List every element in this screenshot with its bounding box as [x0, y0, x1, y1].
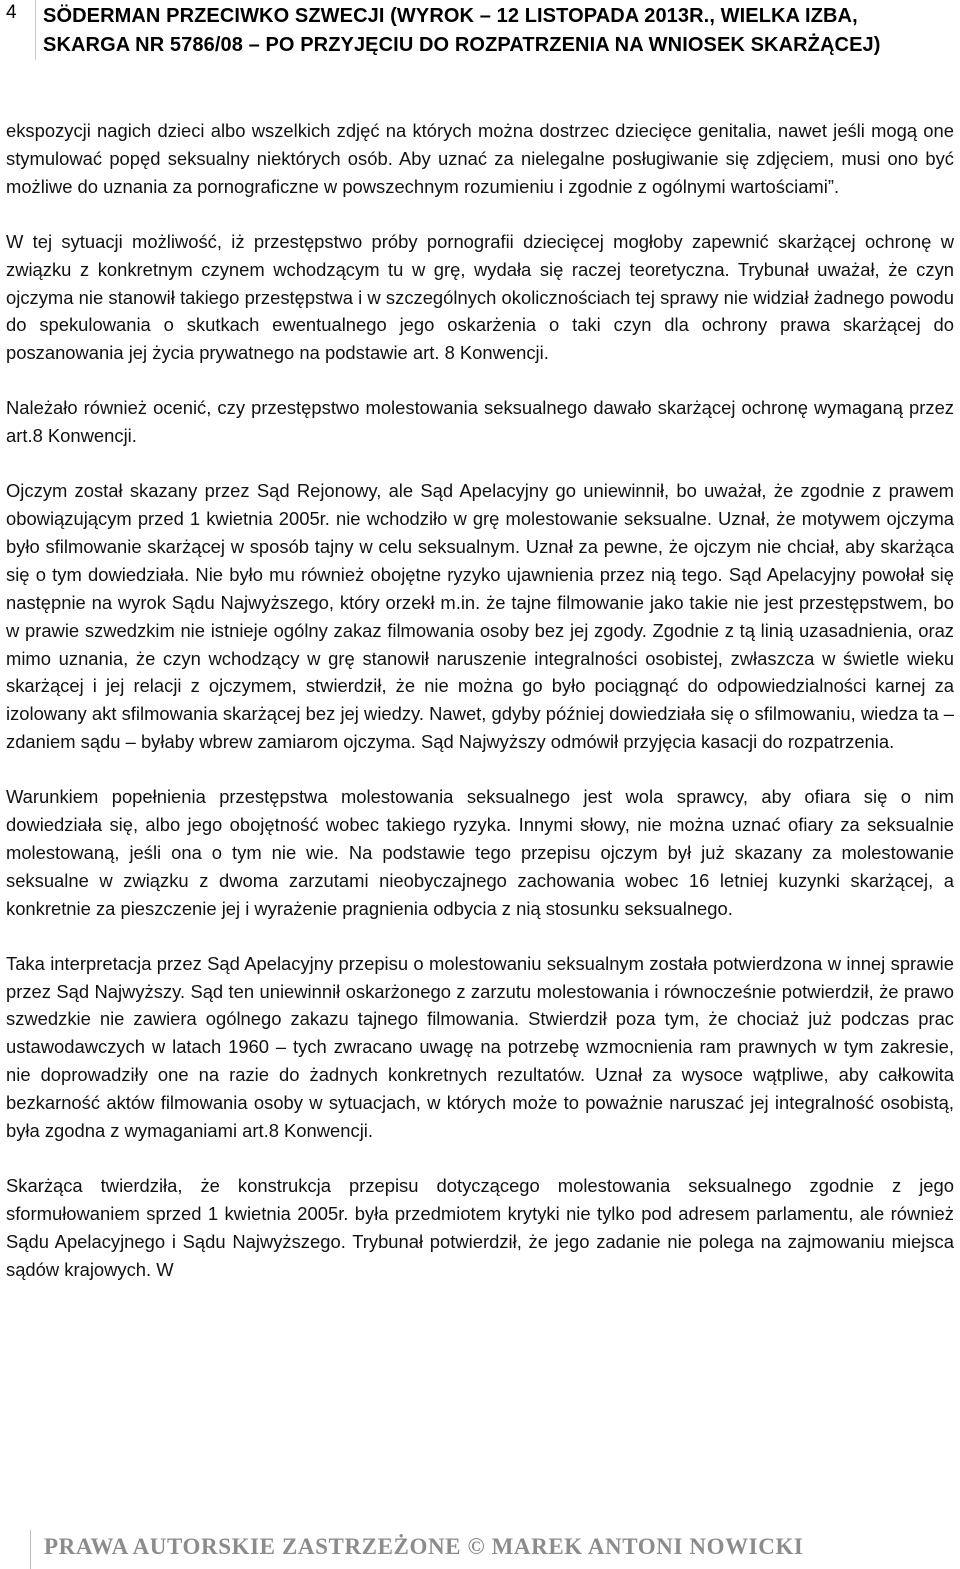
copyright-notice: PRAWA AUTORSKIE ZASTRZEŻONE © MAREK ANTONI NOWICKI: [44, 1534, 804, 1559]
document-body: [6, 117, 954, 1311]
page-footer: [0, 1530, 960, 1569]
running-title: SÖDERMAN PRZECIWKO SZWECJI (WYROK – 12 LISTOPADA 2013R., WIELKA IZBA, SKARGA NR 5786/08 – PO PRZYJĘCIU DO ROZPATRZENIA NA WNIOSEK SKARŻĄCEJ): [43, 5, 881, 56]
page-number: 4: [6, 2, 17, 23]
footer-divider: [30, 1530, 31, 1569]
paragraph: ekspozycji nagich dzieci albo wszelkich zdjęć na których można dostrzec dziecięce genitalia, nawet jeśli mogą one stymulować popęd seksualny niektórych osób. Aby uznać za nielegalne posługiwanie się zdjęciem, musi ono być możliwe do uznania za pornograficzne w powszechnym rozumieniu i zgodnie z ogólnymi wartościami”.: [6, 120, 954, 197]
paragraph: Warunkiem popełnienia przestępstwa molestowania seksualnego jest wola sprawcy, aby ofiara się o nim dowiedziała się, albo jego obojętność wobec takiego ryzyka. Innymi słowy, nie można uznać ofiary za seksualnie molestowaną, jeśli ona o tym nie wie. Na podstawie tego przepisu ojczym był już skazany za molestowanie seksualne w związku z dwoma zarzutami nieobyczajnego zachowania wobec 16 letniej kuzynki skarżącej, a konkretnie za pieszczenie jej i wyrażenie pragnienia odbycia z nią stosunku seksualnego.: [6, 786, 954, 919]
paragraph: Należało również ocenić, czy przestępstwo molestowania seksualnego dawało skarżącej ochronę wymaganą przez art.8 Konwencji.: [6, 397, 954, 447]
paragraph: Ojczym został skazany przez Sąd Rejonowy, ale Sąd Apelacyjny go uniewinnił, bo uważał, że zgodnie z prawem obowiązującym przed 1 kwietnia 2005r. nie wchodziło w grę molestowanie seksualne. Uznał, że motywem ojczyma było sfilmowanie skarżącej w sposób tajny w celu seksualnym. Uznał za pewne, że ojczym nie chciał, aby skarżąca się o tym dowiedziała. Nie było mu również obojętne ryzyko ujawnienia przez nią tego. Sąd Apelacyjny powołał się następnie na wyrok Sądu Najwyższego, który orzekł m.in. że tajne filmowanie jako takie nie jest przestępstwem, bo w prawie szwedzkim nie istnieje ogólny zakaz filmowania osoby bez jej zgody. Zgodnie z tą linią uzasadnienia, oraz mimo uznania, że czyn wchodzący w grę stanowił naruszenie integralności osobistej, zwłaszcza w świetle wieku skarżącej i jej relacji z ojczymem, stwierdził, że nie można go było pociągnąć do odpowiedzialności karnej za izolowany akt sfilmowania skarżącej bez jej wiedzy. Nawet, gdyby później dowiedziała się o sfilmowaniu, wiedza ta – zdaniem sądu – byłaby wbrew zamiarom ojczyma. Sąd Najwyższy odmówił przyjęcia kasacji do rozpatrzenia.: [6, 480, 954, 753]
paragraph: W tej sytuacji możliwość, iż przestępstwo próby pornografii dziecięcej mogłoby zapewnić skarżącej ochronę w związku z konkretnym czynem wchodzącym tu w grę, wydała się raczej teoretyczna. Trybunał uważał, że czyn ojczyma nie stanowił takiego przestępstwa i w szczególnych okolicznościach tej sprawy nie widział żadnego powodu do spekulowania o skutkach ewentualnego jego oskarżenia o taki czyn dla ochrony prawa skarżącej do poszanowania jej życia prywatnego na podstawie art. 8 Konwencji.: [6, 230, 954, 364]
header-divider: [35, 0, 36, 60]
paragraph: Taka interpretacja przez Sąd Apelacyjny przepisu o molestowaniu seksualnym została potwierdzona w innej sprawie przez Sąd Najwyższy. Sąd ten uniewinnił oskarżonego z zarzutu molestowania i równocześnie potwierdził, że prawo szwedzkie nie zawiera ogólnego zakazu tajnego filmowania. Stwierdził poza tym, że chociaż już podczas prac ustawodawczych w latach 1960 – tych zwracano uwagę na potrzebę wzmocnienia ram prawnych w tym zakresie, nie doprowadziły one na razie do żadnych konkretnych rezultatów. Uznał za wysoce wątpliwe, aby całkowita bezkarność aktów filmowania osoby w sytuacjach, w których może to poważnie naruszać jej integralność osobistą, była zgodna z wymaganiami art.8 Konwencji.: [6, 952, 954, 1142]
page-header: [0, 0, 960, 62]
paragraph: Skarżąca twierdziła, że konstrukcja przepisu dotyczącego molestowania seksualnego zgodnie z jego sformułowaniem sprzed 1 kwietnia 2005r. była przedmiotem krytyki nie tylko pod adresem parlamentu, ale również Sądu Apelacyjnego i Sądu Najwyższego. Trybunał potwierdził, że jego zadanie nie polega na zajmowaniu miejsca sądów krajowych. W: [6, 1175, 954, 1280]
